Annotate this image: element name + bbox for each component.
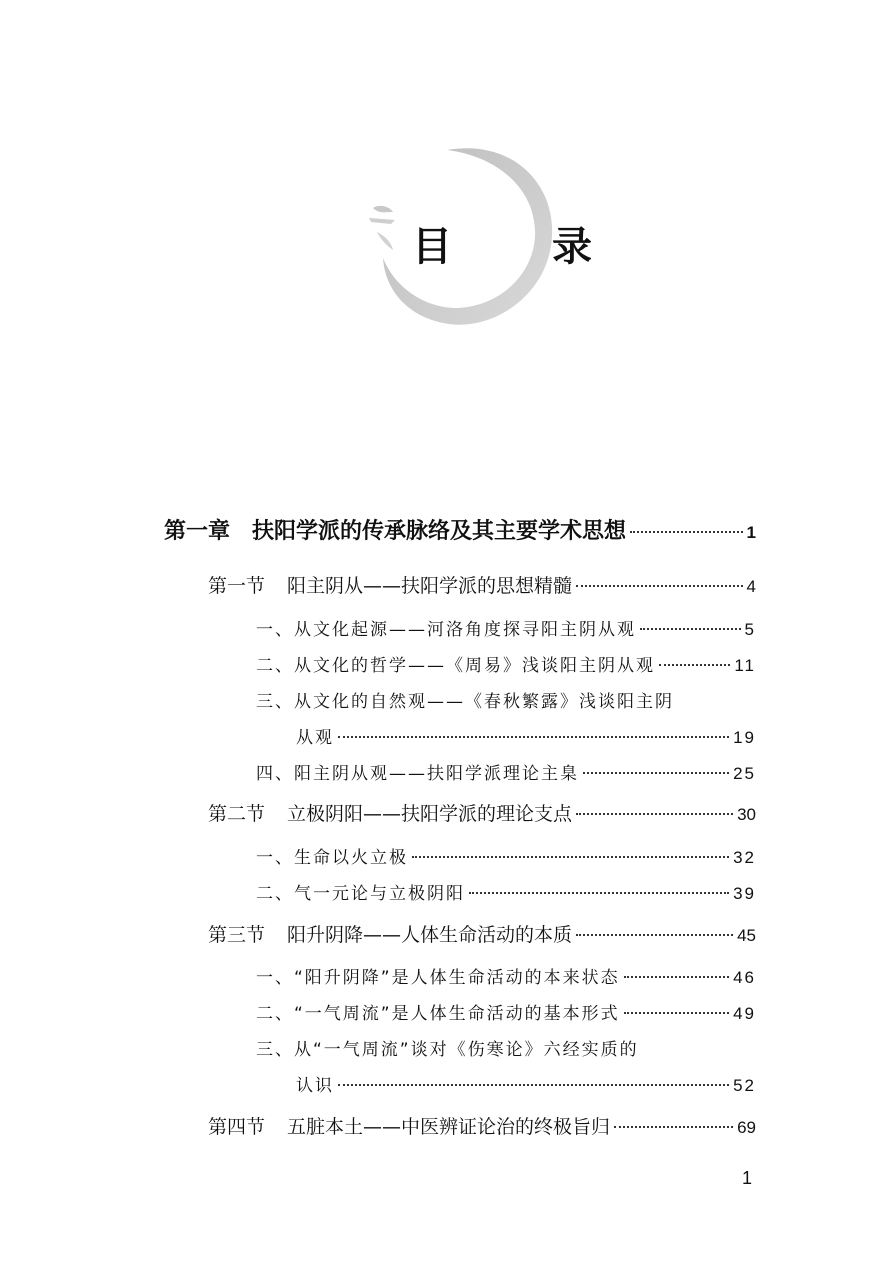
dot-leader [469,892,729,894]
page-number: 39 [733,884,756,903]
toc-entry-subsection-1-1[interactable] [256,615,756,640]
toc-entry-subsection-2-1[interactable] [256,843,756,868]
entry-label: 第四节 [208,1116,266,1138]
page-number: 30 [737,805,756,824]
dot-leader [624,976,729,978]
toc-entry-subsection-1-3-line1[interactable] [256,687,756,712]
dot-leader [640,628,741,630]
toc-entry-subsection-2-2[interactable] [256,879,756,904]
dot-leader [576,813,733,815]
toc-entry-subsection-3-3-line1[interactable] [256,1035,756,1060]
dot-leader [412,856,729,858]
entry-title: 二、气一元论与立极阴阳 [256,884,465,904]
page-number: 49 [733,1004,756,1023]
page-number: 19 [733,728,756,747]
page-number: 11 [734,656,756,675]
entry-title-continued: 从观 [296,728,334,748]
entry-title-continued: 认识 [296,1076,334,1096]
toc-entry-subsection-1-2[interactable] [256,651,756,676]
toc-heading: 目 录 [412,223,622,270]
toc-entry-section-2[interactable] [208,799,756,826]
entry-title: 一、“阳升阴降”是人体生命活动的本来状态 [256,968,620,988]
entry-title: 一、生命以火立极 [256,848,408,868]
page-number: 69 [737,1118,756,1137]
dot-leader [659,664,730,666]
entry-title: 四、阳主阴从观——扶阳学派理论主臬 [256,764,579,784]
entry-title: 三、从“一气周流”谈对《伤寒论》六经实质的 [256,1040,639,1060]
page-number: 46 [733,968,756,987]
entry-label: 第一章 [164,519,231,544]
entry-title: 阳主阴从——扶阳学派的思想精髓 [287,575,573,597]
page-number: 52 [733,1076,756,1095]
dot-leader [576,934,733,936]
toc-entry-subsection-1-3-line2[interactable] [296,723,756,748]
page-folio-number: 1 [742,1168,753,1188]
page-number: 4 [746,577,756,596]
dot-leader [630,531,743,533]
entry-label: 第二节 [208,803,266,825]
dot-leader [338,736,729,738]
page-number: 5 [744,620,756,639]
entry-title: 二、从文化的哲学——《周易》浅谈阳主阴从观 [256,656,655,676]
entry-label: 第一节 [208,575,266,597]
dot-leader [338,1084,729,1086]
dot-leader [614,1126,733,1128]
entry-title: 五脏本土——中医辨证论治的终极旨归 [287,1116,611,1138]
entry-label: 第三节 [208,924,266,946]
entry-title: 一、从文化起源——河洛角度探寻阳主阴从观 [256,620,636,640]
toc-entry-subsection-3-2[interactable] [256,999,756,1024]
toc-entry-subsection-1-4[interactable] [256,759,756,784]
toc-entry-subsection-3-3-line2[interactable] [296,1071,756,1096]
entry-title: 立极阴阳——扶阳学派的理论支点 [287,803,573,825]
entry-title: 阳升阴降——人体生命活动的本质 [287,924,573,946]
dot-leader [624,1012,729,1014]
toc-entry-section-3[interactable] [208,920,756,947]
entry-title: 扶阳学派的传承脉络及其主要学术思想 [252,519,627,544]
page-number: 1 [746,523,756,542]
toc-entry-section-1[interactable] [208,571,756,598]
dot-leader [583,772,729,774]
page-number: 25 [733,764,756,783]
toc-entry-section-4[interactable] [208,1112,756,1139]
toc-entry-subsection-3-1[interactable] [256,963,756,988]
entry-title: 三、从文化的自然观——《春秋繁露》浅谈阳主阴 [256,692,674,712]
entry-title: 二、“一气周流”是人体生命活动的基本形式 [256,1004,620,1024]
page-number: 45 [737,926,756,945]
toc-entry-chapter-1[interactable] [164,514,756,545]
page-number: 32 [733,848,756,867]
dot-leader [576,585,743,587]
